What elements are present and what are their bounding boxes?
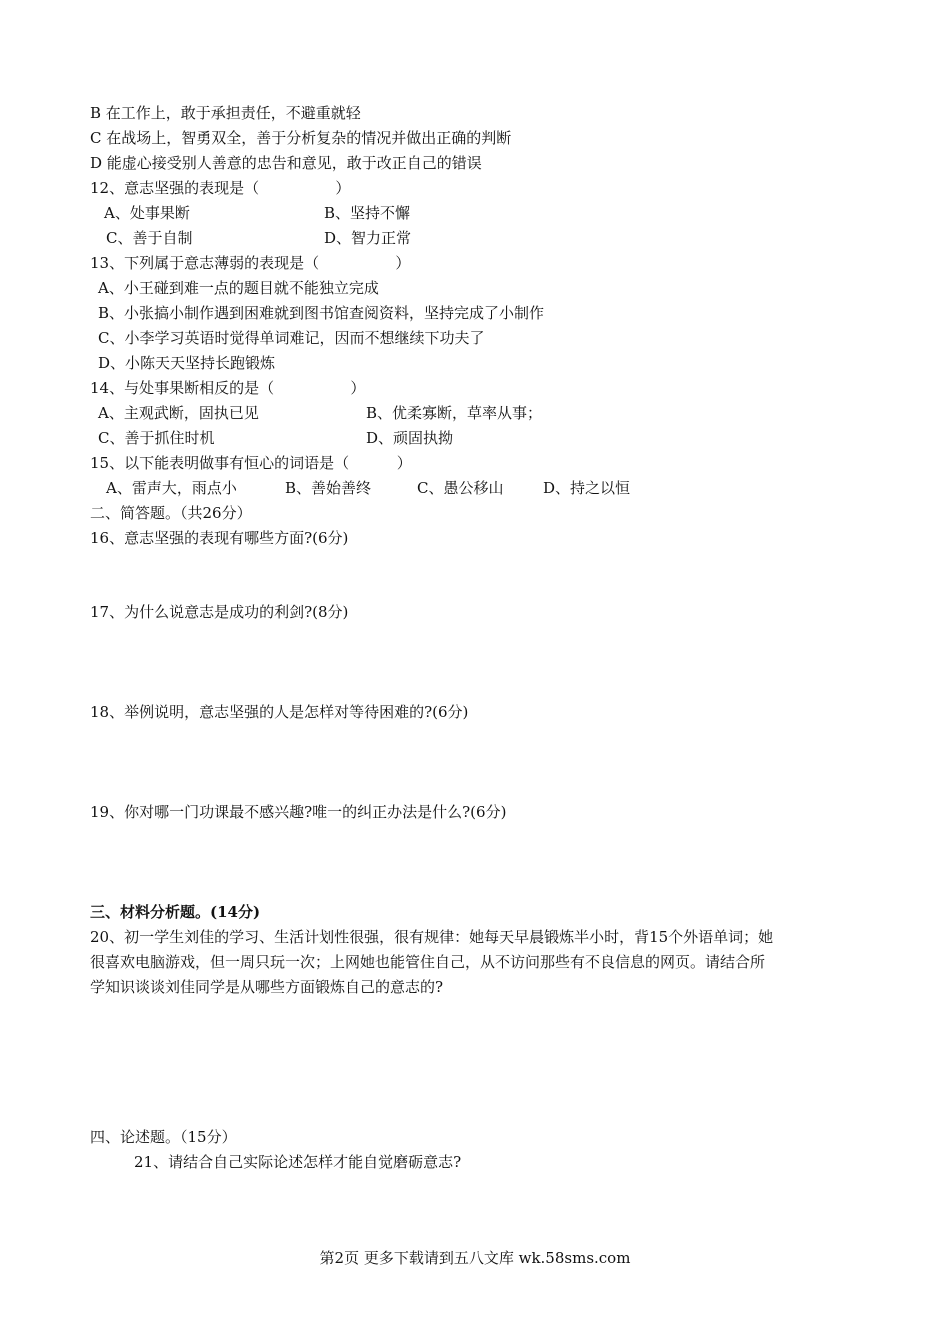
q16: 16、意志坚强的表现有哪些方面?(6分) [90,529,349,547]
section3-title: 三、材料分析题。(14分) [90,903,261,921]
q12-option-b: B、坚持不懈 [324,204,411,222]
q14-option-c: C、善于抓住时机 [98,429,215,447]
q13-option-b: B、小张搞小制作遇到困难就到图书馆查阅资料，坚持完成了小制作 [98,304,545,322]
q15-option-c: C、愚公移山 [417,479,504,497]
q14-option-d: D、顽固执拗 [366,429,454,447]
q13-option-d: D、小陈天天坚持长跑锻炼 [98,354,276,372]
q15-option-d: D、持之以恒 [543,479,631,497]
page-footer: 第2页 更多下载请到五八文库 wk.58sms.com [319,1249,631,1267]
q14-option-a: A、主观武断，固执已见 [98,404,259,422]
q20-line-2: 很喜欢电脑游戏，但一周只玩一次；上网她也能管住自己，从不访问那些有不良信息的网页。请结合所 [90,953,766,971]
q12-option-a: A、处事果断 [104,204,190,222]
q20-line-3: 学知识谈谈刘佳同学是从哪些方面锻炼自己的意志的? [90,978,444,996]
q11-option-c: C 在战场上，智勇双全，善于分析复杂的情况并做出正确的判断 [90,129,512,147]
q15-option-a: A、雷声大，雨点小 [106,479,237,497]
q12-option-c: C、善于自制 [106,229,193,247]
q15-option-b: B、善始善终 [285,479,372,497]
q13-stem: 13、下列属于意志薄弱的表现是（ ） [90,254,411,272]
q15-stem: 15、以下能表明做事有恒心的词语是（ ） [90,454,412,472]
q13-option-c: C、小李学习英语时觉得单词难记，因而不想继续下功夫了 [98,329,485,347]
q13-option-a: A、小王碰到难一点的题目就不能独立完成 [98,279,379,297]
section4-title: 四、论述题。（15分） [90,1128,237,1146]
q11-option-d: D 能虚心接受别人善意的忠告和意见，敢于改正自己的错误 [90,154,482,172]
q17: 17、为什么说意志是成功的利剑?(8分) [90,603,349,621]
q14-stem: 14、与处事果断相反的是（ ） [90,379,366,397]
q21: 21、请结合自己实际论述怎样才能自觉磨砺意志? [134,1153,462,1171]
q19: 19、你对哪一门功课最不感兴趣?唯一的纠正办法是什么?(6分) [90,803,507,821]
q11-option-b: B 在工作上，敢于承担责任，不避重就轻 [90,104,361,122]
q12-stem: 12、意志坚强的表现是（ ） [90,179,351,197]
q14-option-b: B、优柔寡断，草率从事； [366,404,543,422]
section2-title: 二、简答题。（共26分） [90,504,252,522]
q20-line-1: 20、初一学生刘佳的学习、生活计划性很强，很有规律：她每天早晨锻炼半小时，背15个外语单词；她 [90,928,774,946]
q12-option-d: D、智力正常 [324,229,412,247]
q18: 18、举例说明，意志坚强的人是怎样对等待困难的?(6分) [90,703,469,721]
